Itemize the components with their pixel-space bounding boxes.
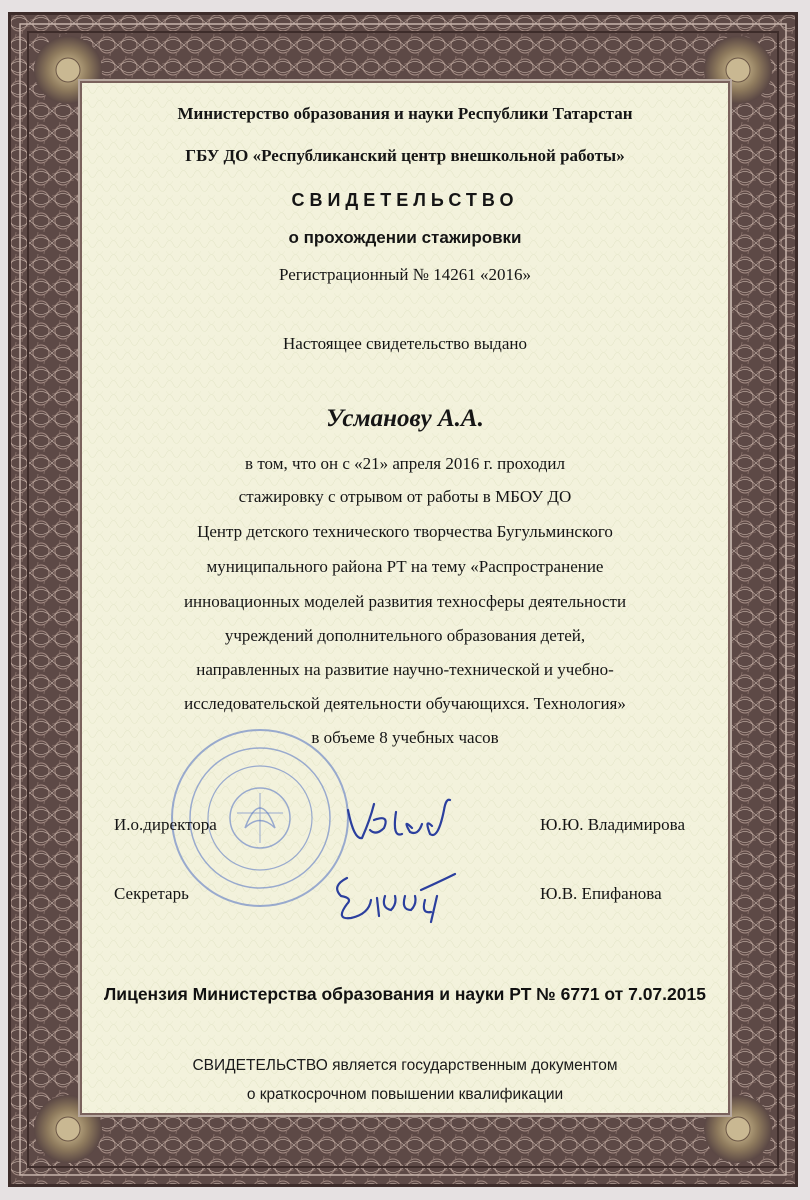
- footer-line: СВИДЕТЕЛЬСТВО является государственным документом: [192, 1057, 618, 1074]
- body-line: исследовательской деятельности обучающихся. Технология»: [184, 694, 626, 713]
- footer-line: о краткосрочном повышении квалификации: [246, 1086, 564, 1103]
- body-line: стажировку с отрывом от работы в МБОУ ДО: [238, 487, 572, 506]
- body-line: направленных на развитие научно-технической и учебно-: [196, 660, 614, 679]
- recipient-name: Усманову А.А.: [326, 405, 484, 432]
- certificate-text: [40, 0, 770, 1200]
- body-line: муниципального района РТ на тему «Распространение: [206, 557, 604, 576]
- institution-name: ГБУ ДО «Республиканский центр внешкольной работы»: [185, 146, 625, 165]
- issued-to-label: Настоящее свидетельство выдано: [283, 334, 527, 353]
- director-role: И.о.директора: [114, 815, 217, 834]
- license-line: Лицензия Министерства образования и науки РТ № 6771 от 7.07.2015: [104, 984, 706, 1004]
- body-line: учреждений дополнительного образования детей,: [224, 626, 586, 645]
- director-name: Ю.Ю. Владимирова: [540, 815, 686, 834]
- body-line: Центр детского технического творчества Бугульминского: [197, 522, 613, 541]
- body-line: в объеме 8 учебных часов: [311, 728, 499, 747]
- body-line: в том, что он с «21» апреля 2016 г. проходил: [245, 454, 565, 473]
- secretary-name: Ю.В. Епифанова: [540, 884, 662, 903]
- registration-number: Регистрационный № 14261 «2016»: [279, 265, 531, 284]
- certificate-subtitle: о прохождении стажировки: [288, 228, 522, 247]
- secretary-role: Секретарь: [114, 884, 189, 903]
- certificate-title: СВИДЕТЕЛЬСТВО: [291, 190, 519, 210]
- ministry-name: Министерство образования и науки Республики Татарстан: [177, 104, 633, 123]
- body-line: инновационных моделей развития техносферы деятельности: [183, 592, 627, 611]
